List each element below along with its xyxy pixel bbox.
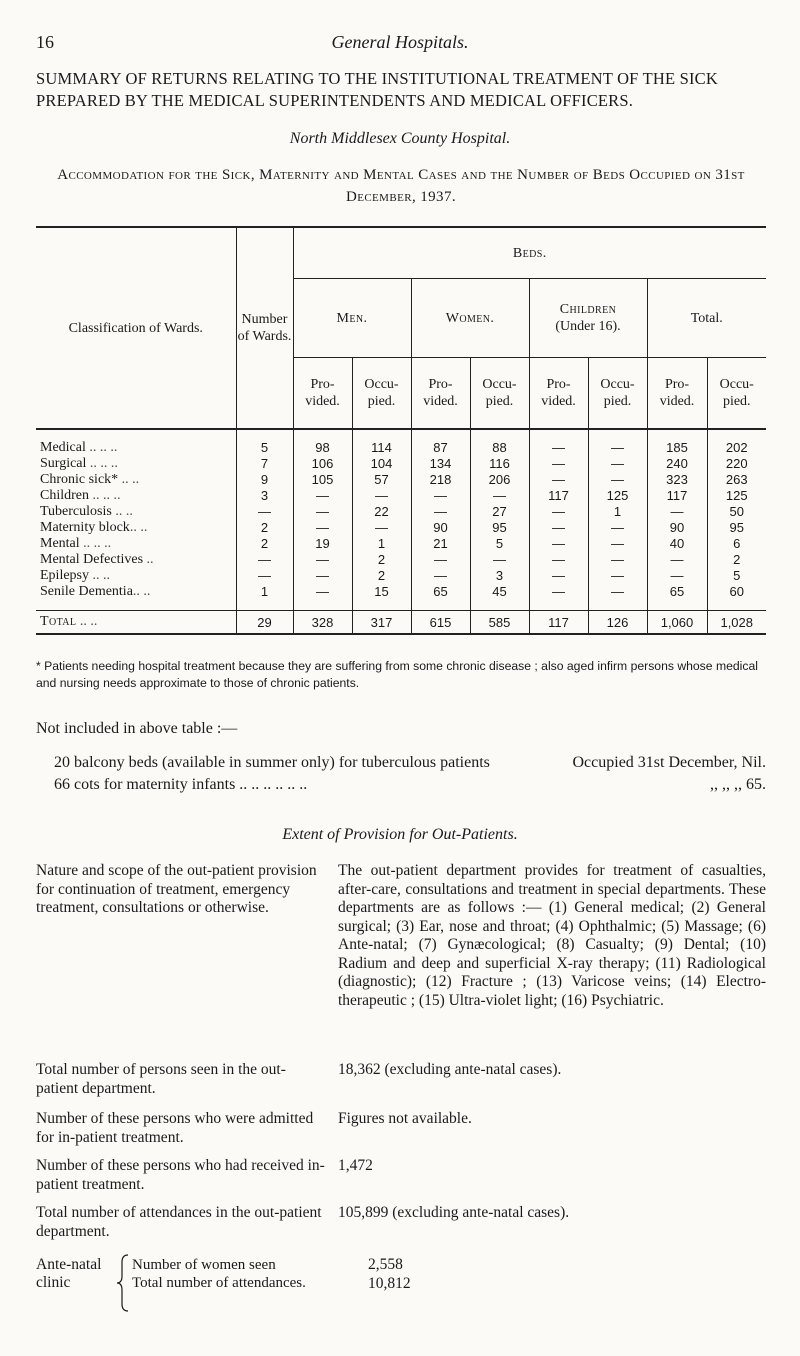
row-label: Maternity block.. ..: [40, 520, 148, 535]
table-cell: 90: [411, 520, 470, 536]
table-cell: —: [411, 488, 470, 504]
table-cell: —: [352, 488, 411, 504]
table-cell: —: [411, 568, 470, 584]
outpatient-value: The out-patient department provides for treatment of casualties, after-care, consultations and treatment in special departments. These departments are as follows :— (1) General medical; (2) General surgical; (3) Ear, nose and throat; (4) Ophthalmic; (5) Massage; (6) Ante-natal; (7) Gynæcological; (8) Casualty; (9) Dental; (10) Radium and deep and superficial X-ray therapy; (11) Radiological (diagnostic); (12) Fracture ; (13) Varicose veins; (14) Electro-therapeutic ; (15) Ultra-violet light; (16) Psychiatric.: [338, 862, 766, 1009]
table-row: [36, 520, 766, 536]
table-cell: 5: [470, 536, 529, 552]
table-cell: 106: [293, 456, 352, 472]
table-cell: 57: [352, 472, 411, 488]
antenatal-row-label: Total number of attendances.: [132, 1275, 306, 1291]
row-label: Surgical .. .. ..: [40, 456, 118, 471]
table-cell: 185: [647, 429, 707, 456]
table-cell: 27: [470, 504, 529, 520]
row-label: Senile Dementia.. ..: [40, 584, 151, 599]
table-cell: —: [411, 504, 470, 520]
sub-men-occupied: Occu- pied.: [352, 358, 411, 430]
antenatal-value: 10,812: [368, 1274, 411, 1292]
brace-icon: [116, 1254, 130, 1312]
table-cell: —: [236, 568, 293, 584]
table-cell: 45: [470, 584, 529, 611]
outpatient-label: Nature and scope of the out-patient provision for continuation of treatment, emergency treatment, consultations or otherwise.: [36, 862, 317, 916]
outpatient-value: 1,472: [338, 1157, 373, 1174]
table-cell: —: [529, 536, 588, 552]
beds-table: [36, 226, 766, 635]
table-row: [36, 504, 766, 520]
table-row: [36, 456, 766, 472]
table-cell: —: [588, 536, 647, 552]
table-cell: —: [588, 456, 647, 472]
col-beds: Beds.: [293, 227, 766, 279]
table-cell: 585: [470, 611, 529, 635]
table-row: [36, 429, 766, 456]
sub-men-provided: Pro- vided.: [293, 358, 352, 430]
document-page: 16 General Hospitals. SUMMARY OF RETURNS RELATING TO THE INSTITUTIONAL TREATMENT OF THE SICK PREPARED BY THE MEDICAL SUPERINTENDENTS AND MEDICAL OFFICERS. North Middlesex County Hospital. Accommodation for the Sick, Maternity and Mental Cases and the Number of Beds Occupied on 31st December, 1937. Classification of Wards. Number of Wards. Beds. Men. Women. Children (Under 16). Total. Pro- vided. Occu- pied. Pro- vided. Occu- pied. Pro- vided. Occu- pied. Pro- vided. Occu- pied. Medical .. .. .. 5 98 114 87 88 — — 185 202 Surgical .. .. .. 7 106 104 134 116 — — 240 220 Chronic sick* .. .. 9 105 57 218 206 — — 323 263 Children .. .. .. 3 — — — — 117 125 117 125 Tuberculosis .. .. — — 22 — 27 — 1 — 50 Maternity block.. .. 2 — — 90 95 — — 90 95 Mental .. .. .. 2 19 1 21 5 — — 40 6 Mental Defectives .. — — 2 — — — — — 2 Epilepsy .. .. — — 2 — 3 — — — 5 Senile Dementia.. .. 1 — 15 65 45 — — 65 60 Total .. .. 29 328 317 615 585 117 126 1,060 1,028 * Patients needing hospital treatment because they are suffering from some chronic disease ; also aged infirm persons whose medical and nursing needs approximate to those of chronic patients. Not included in above table :— 20 balcony beds (available in summer only) for tuberculous patients Occupied 31st December, Nil. 66 cots for maternity infants .. .. .. .. .. .. ,, ,, ,, 65. Extent of Provision for Out-Patients. Nature and scope of the out-patient provision for continuation of treatment, emergency treatment, consultations or otherwise. The out-patient department provides for treatment of casualties, after-care, consultations and treatment in special departments. These departments are as follows :— (1) General medical; (2) General surgical; (3) Ear, nose and throat; (4) Ophthalmic; (5) Massage; (6) Ante-natal; (7) Gynæcological; (8) Casualty; (9) Dental; (10) Radium and deep and superficial X-ray therapy; (11) Radiological (diagnostic); (12) Fracture ; (13) Varicose veins; (14) Electro-therapeutic ; (15) Ultra-violet light; (16) Psychiatric. Total number of persons seen in the out-patient department. 18,362 (excluding ante-natal cases). Number of these persons who were admitted for in-patient treatment. Figures not available. Number of these persons who had received in-patient treatment. 1,472 Total number of attendances in the out-patient department. 105,899 (excluding ante-natal cases). Ante-natal clinic Number of women seen Total number of attendances. 2,558 10,812: [0, 0, 800, 1356]
table-cell: —: [236, 552, 293, 568]
outpatient-label: Number of these persons who were admitted for in-patient treatment.: [36, 1110, 314, 1146]
table-cell: —: [588, 584, 647, 611]
table-cell: 22: [352, 504, 411, 520]
row-label: Tuberculosis .. ..: [40, 504, 133, 519]
table-cell: —: [588, 568, 647, 584]
outpatient-value: Figures not available.: [338, 1110, 472, 1127]
table-cell: 3: [236, 488, 293, 504]
table-cell: —: [588, 552, 647, 568]
table-cell: 98: [293, 429, 352, 456]
table-cell: 263: [707, 472, 766, 488]
table-cell: —: [293, 488, 352, 504]
table-cell: —: [647, 504, 707, 520]
sub-women-occupied: Occu- pied.: [470, 358, 529, 430]
table-cell: 117: [529, 488, 588, 504]
table-cell: 220: [707, 456, 766, 472]
table-cell: —: [470, 488, 529, 504]
table-cell: 218: [411, 472, 470, 488]
table-cell: 2: [707, 552, 766, 568]
table-cell: 1: [588, 504, 647, 520]
table-cell: 1,028: [707, 611, 766, 635]
table-cell: 2: [236, 520, 293, 536]
table-cell: 3: [470, 568, 529, 584]
table-cell: —: [236, 504, 293, 520]
table-cell: 5: [707, 568, 766, 584]
group-men: Men.: [293, 279, 411, 358]
table-cell: 87: [411, 429, 470, 456]
table-cell: 615: [411, 611, 470, 635]
outpatient-label: Total number of attendances in the out-patient department.: [36, 1204, 322, 1240]
table-cell: 7: [236, 456, 293, 472]
table-cell: —: [529, 456, 588, 472]
table-row-total: [36, 611, 766, 635]
table-cell: 90: [647, 520, 707, 536]
table-cell: 125: [588, 488, 647, 504]
table-cell: —: [588, 429, 647, 456]
sub-total-occupied: Occu- pied.: [707, 358, 766, 430]
table-cell: 2: [352, 552, 411, 568]
table-cell: —: [293, 568, 352, 584]
table-cell: 95: [470, 520, 529, 536]
outpatients-heading: Extent of Provision for Out-Patients.: [282, 826, 518, 843]
outpatient-value: 105,899 (excluding ante-natal cases).: [338, 1204, 570, 1221]
table-cell: 125: [707, 488, 766, 504]
table-row: [36, 584, 766, 611]
running-title: General Hospitals.: [331, 32, 469, 52]
row-label: Mental .. .. ..: [40, 536, 112, 551]
table-cell: —: [529, 429, 588, 456]
table-cell: 116: [470, 456, 529, 472]
not-included-heading: Not included in above table :—: [36, 720, 238, 737]
table-row: [36, 568, 766, 584]
page-number: 16: [36, 32, 54, 52]
table-cell: —: [588, 520, 647, 536]
table-cell: 134: [411, 456, 470, 472]
table-cell: 117: [529, 611, 588, 635]
table-cell: —: [647, 552, 707, 568]
row-label: Total .. ..: [36, 611, 236, 635]
table-cell: 65: [411, 584, 470, 611]
table-cell: 9: [236, 472, 293, 488]
hospital-name: North Middlesex County Hospital.: [289, 130, 511, 147]
table-cell: 105: [293, 472, 352, 488]
row-label: Medical .. .. ..: [40, 440, 118, 455]
table-cell: 21: [411, 536, 470, 552]
table-cell: 117: [647, 488, 707, 504]
outpatient-label: Total number of persons seen in the out-patient department.: [36, 1061, 286, 1097]
table-row: [36, 488, 766, 504]
group-children: Children (Under 16).: [529, 279, 647, 358]
row-label: Children .. .. ..: [40, 488, 121, 503]
table-cell: —: [293, 584, 352, 611]
table-cell: —: [293, 520, 352, 536]
table-cell: 88: [470, 429, 529, 456]
table-cell: —: [529, 504, 588, 520]
group-women: Women.: [411, 279, 529, 358]
table-cell: 323: [647, 472, 707, 488]
table-cell: 60: [707, 584, 766, 611]
row-label: Mental Defectives ..: [40, 552, 154, 567]
col-number-of-wards: Number of Wards.: [236, 227, 293, 429]
outpatient-label: Number of these persons who had received in-patient treatment.: [36, 1157, 325, 1193]
table-cell: 5: [236, 429, 293, 456]
table-cell: 29: [236, 611, 293, 635]
col-classification: Classification of Wards.: [36, 227, 236, 429]
table-cell: —: [529, 472, 588, 488]
table-cell: 202: [707, 429, 766, 456]
sub-children-occupied: Occu- pied.: [588, 358, 647, 430]
table-cell: —: [411, 552, 470, 568]
accommodation-heading: Accommodation for the Sick, Maternity and Mental Cases and the Number of Beds Occupied on 31st December, 1937.: [57, 167, 745, 205]
outpatient-value: 18,362 (excluding ante-natal cases).: [338, 1061, 562, 1078]
table-cell: 50: [707, 504, 766, 520]
sub-women-provided: Pro- vided.: [411, 358, 470, 430]
table-cell: —: [529, 568, 588, 584]
document-title: SUMMARY OF RETURNS RELATING TO THE INSTITUTIONAL TREATMENT OF THE SICK PREPARED BY THE MEDICAL SUPERINTENDENTS AND MEDICAL OFFICERS.: [36, 69, 718, 110]
table-footnote: * Patients needing hospital treatment because they are suffering from some chronic disease ; also aged infirm persons whose medical and nursing needs approximate to those of chronic patients.: [36, 659, 758, 690]
table-row: [36, 472, 766, 488]
table-cell: —: [647, 568, 707, 584]
table-cell: 15: [352, 584, 411, 611]
table-cell: 19: [293, 536, 352, 552]
table-cell: —: [529, 552, 588, 568]
antenatal-row-label: Number of women seen: [132, 1257, 276, 1273]
antenatal-items: [132, 1256, 332, 1292]
table-cell: 1: [236, 584, 293, 611]
antenatal-label: Ante-natal clinic: [36, 1256, 102, 1291]
table-cell: —: [470, 552, 529, 568]
table-cell: —: [588, 472, 647, 488]
table-cell: —: [352, 520, 411, 536]
table-cell: 6: [707, 536, 766, 552]
group-total: Total.: [647, 279, 766, 358]
table-cell: —: [293, 504, 352, 520]
table-cell: 2: [236, 536, 293, 552]
table-cell: 40: [647, 536, 707, 552]
table-row: [36, 552, 766, 568]
table-cell: 65: [647, 584, 707, 611]
antenatal-value: 2,558: [368, 1256, 403, 1273]
row-label: Chronic sick* .. ..: [40, 472, 140, 487]
sub-total-provided: Pro- vided.: [647, 358, 707, 430]
table-cell: —: [529, 520, 588, 536]
antenatal-values: [368, 1256, 488, 1293]
table-cell: 317: [352, 611, 411, 635]
row-label: Epilepsy .. ..: [40, 568, 110, 583]
sub-children-provided: Pro- vided.: [529, 358, 588, 430]
table-cell: 240: [647, 456, 707, 472]
running-header: [36, 32, 764, 56]
table-cell: 95: [707, 520, 766, 536]
table-cell: 2: [352, 568, 411, 584]
table-cell: 206: [470, 472, 529, 488]
table-cell: 1: [352, 536, 411, 552]
table-row: [36, 536, 766, 552]
table-cell: 126: [588, 611, 647, 635]
table-cell: 328: [293, 611, 352, 635]
table-cell: —: [293, 552, 352, 568]
table-cell: 114: [352, 429, 411, 456]
table-cell: 1,060: [647, 611, 707, 635]
table-cell: —: [529, 584, 588, 611]
table-cell: 104: [352, 456, 411, 472]
